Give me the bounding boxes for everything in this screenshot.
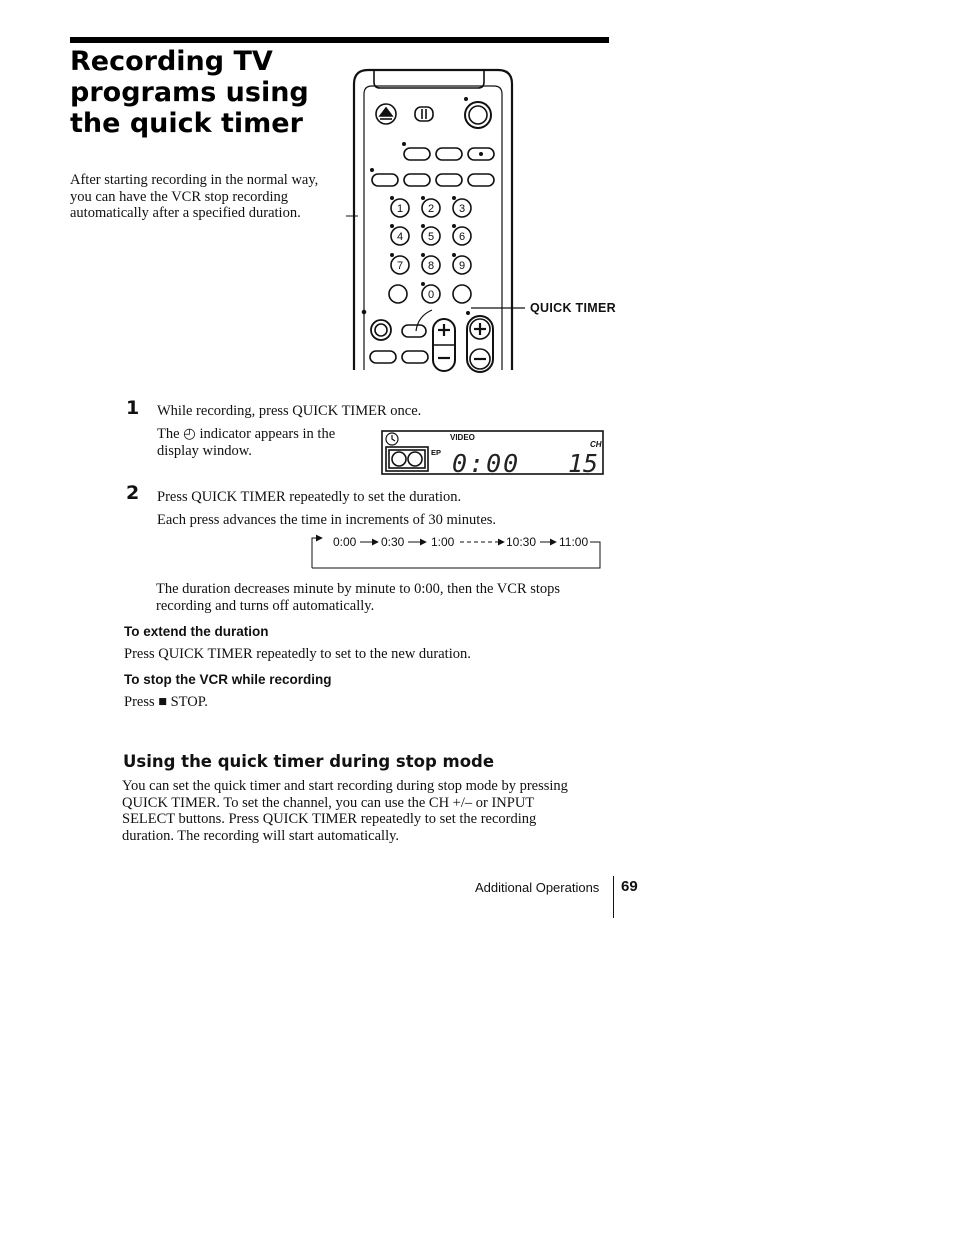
keypad-left-blank-button	[389, 285, 407, 303]
keypad-button-1	[391, 197, 409, 217]
keypad-digit-6: 6	[458, 231, 466, 243]
step-1-text: While recording, press QUICK TIMER once.	[157, 403, 422, 419]
keypad-digit-2: 2	[427, 203, 435, 215]
keypad-digit-1: 1	[396, 203, 404, 215]
keypad-button-5	[422, 225, 440, 245]
keypad-button-4	[391, 225, 409, 245]
sequence-step-4: 11:00	[559, 535, 589, 549]
sequence-step-3: 10:30	[506, 535, 537, 549]
extend-text: Press QUICK TIMER repeatedly to set to the new duration.	[124, 646, 471, 662]
intro-paragraph: After starting recording in the normal way, you can have the VCR stop recording automatically after a specified duration.	[70, 172, 319, 221]
page-title: Recording TV programs using the quick timer	[70, 46, 309, 139]
countdown-note: The duration decreases minute by minute to 0:00, then the VCR stops recording and turns off automatically.	[156, 581, 561, 614]
display-time-readout: 0:00	[452, 449, 521, 478]
cassette-icon	[386, 447, 428, 471]
volume-plus-minus-rocker	[467, 312, 493, 372]
eject-icon	[376, 104, 396, 124]
keypad-digit-4: 4	[396, 231, 404, 243]
sequence-step-2: 1:00	[431, 535, 455, 549]
remote-control-illustration	[340, 64, 530, 376]
step-1-number: 1	[126, 397, 140, 419]
quick-timer-callout-label: QUICK TIMER	[530, 301, 616, 315]
quick-timer-button	[371, 320, 391, 340]
keypad-button-6	[453, 225, 471, 245]
page-number: 69	[621, 878, 638, 895]
power-button-icon	[465, 98, 491, 128]
display-ep-label: EP	[431, 448, 442, 457]
timer-sequence-diagram	[308, 533, 606, 571]
function-buttons-row-1	[403, 143, 494, 160]
footer-section-label: Additional Operations	[475, 880, 600, 895]
step-2-number: 2	[126, 482, 140, 504]
stop-text: Press ■ STOP.	[124, 694, 208, 710]
display-ch-label: CH	[590, 440, 602, 449]
step-2-detail: Each press advances the time in increments of 30 minutes.	[157, 512, 497, 528]
keypad-digit-7: 7	[396, 260, 404, 272]
extend-heading: To extend the duration	[124, 624, 269, 639]
sequence-step-1: 0:30	[381, 535, 405, 549]
ch-plus-minus-rocker	[433, 319, 455, 371]
vcr-display-window	[380, 428, 606, 478]
keypad-button-3	[453, 197, 471, 217]
timer-indicator-icon	[386, 433, 398, 445]
stop-mode-text: You can set the quick timer and start recording during stop mode by pressing QUICK TIMER. To set the channel, you can use the CH +/– or INPUT SELECT buttons. Press QUICK TIMER repeatedly to set the recording duration. The recording will start automatically.	[122, 778, 568, 844]
keypad-right-blank-button	[453, 285, 471, 303]
keypad-digit-5: 5	[427, 231, 435, 243]
display-video-label: VIDEO	[450, 433, 475, 442]
step-2-text: Press QUICK TIMER repeatedly to set the duration.	[157, 489, 462, 505]
footer-divider	[613, 876, 614, 918]
keypad-digit-3: 3	[458, 203, 466, 215]
top-rule	[70, 37, 609, 43]
keypad-digit-9: 9	[458, 260, 466, 272]
function-buttons-row-2	[371, 169, 494, 186]
keypad-button-0	[422, 283, 440, 303]
tape-counter-icon	[415, 107, 433, 121]
keypad-digit-8: 8	[427, 260, 435, 272]
keypad-button-8	[422, 254, 440, 274]
remote-top-tab	[374, 70, 484, 88]
input-select-button	[402, 310, 432, 337]
keypad-button-7	[391, 254, 409, 274]
stop-heading: To stop the VCR while recording	[124, 672, 332, 687]
display-channel-readout: 15	[568, 449, 599, 478]
stop-mode-heading: Using the quick timer during stop mode	[123, 752, 495, 771]
keypad-button-2	[422, 197, 440, 217]
keypad-digit-0: 0	[427, 289, 435, 301]
sequence-step-0: 0:00	[333, 535, 357, 549]
keypad-button-9	[453, 254, 471, 274]
bottom-pill-buttons	[370, 351, 428, 363]
step-1-detail: The ◴ indicator appears in the display window.	[157, 426, 336, 459]
